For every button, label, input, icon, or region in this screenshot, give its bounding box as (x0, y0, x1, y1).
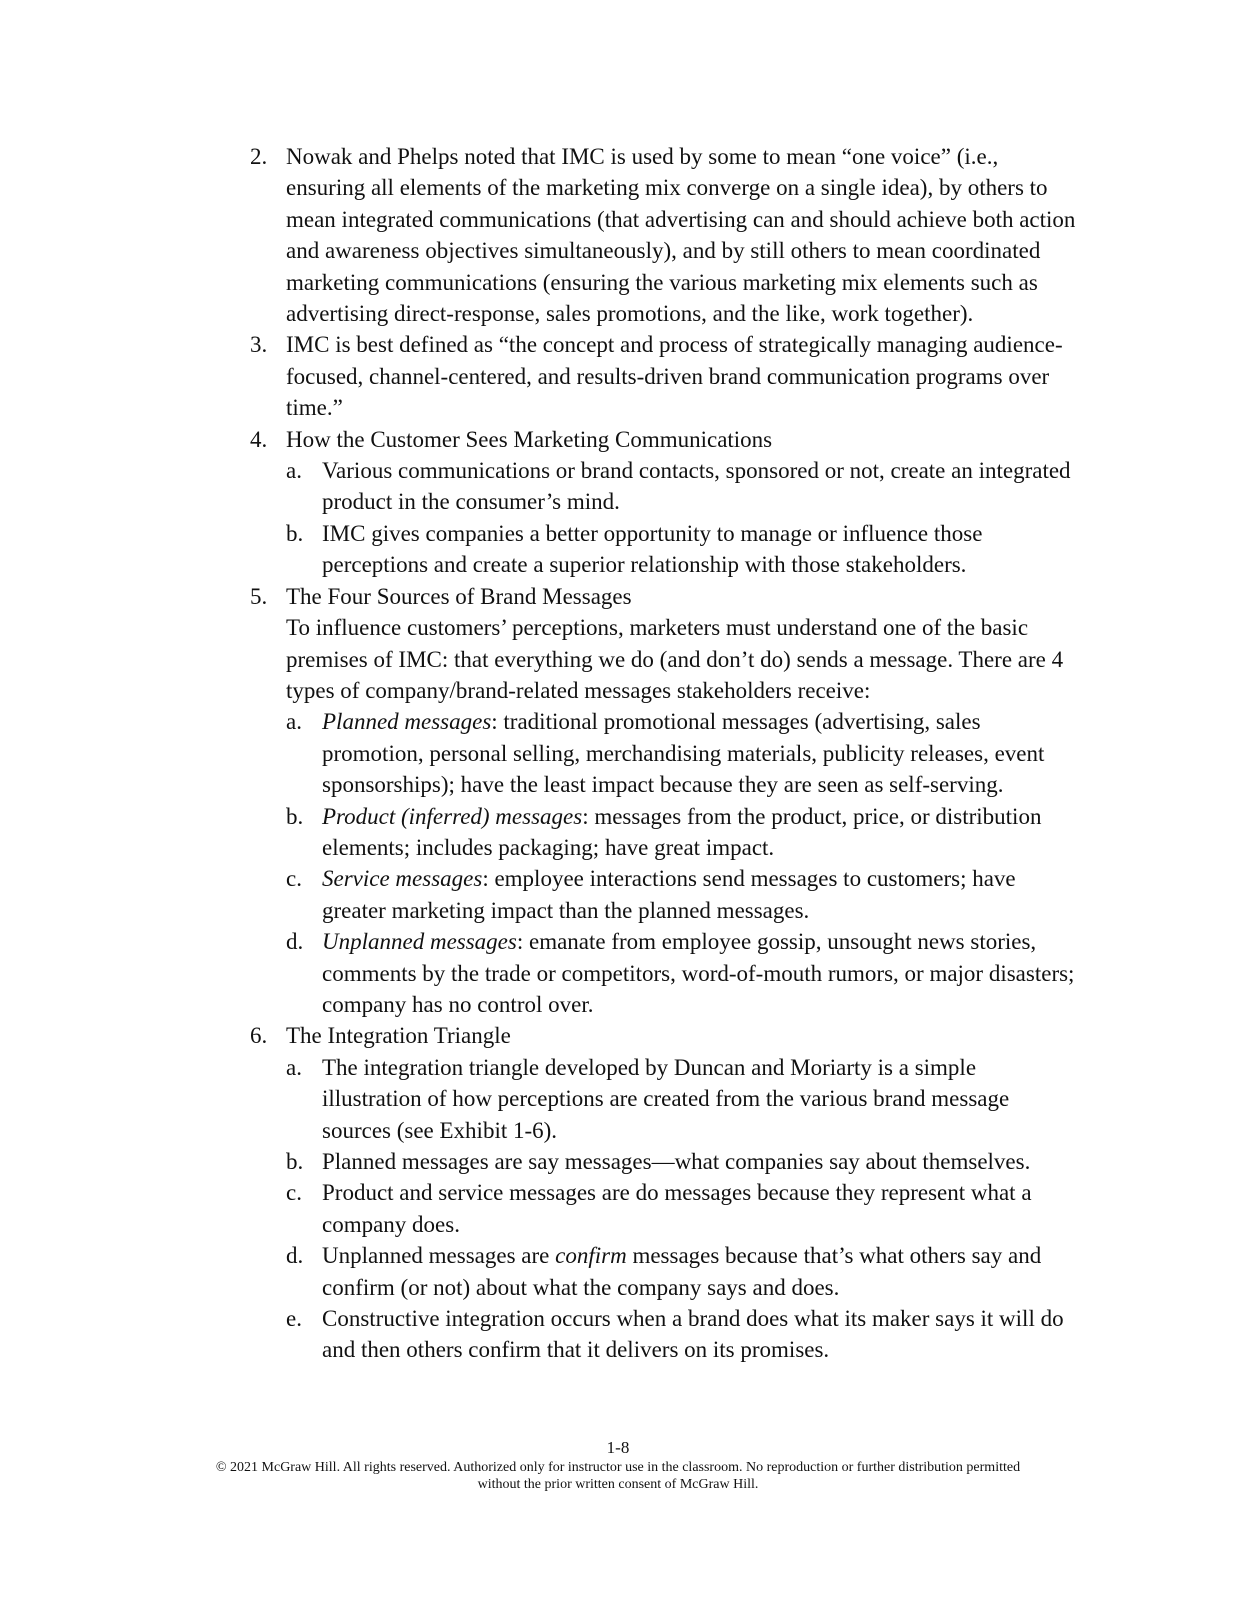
message-term: Service messages (322, 866, 483, 892)
list-item (250, 424, 1080, 581)
item-number: 2. (250, 144, 268, 169)
copyright-line: © 2021 McGraw Hill. All rights reserved. Authorized only for instructor use in the classroom. No reproduction or further distribution permitted (215, 1460, 1021, 1475)
page-footer (0, 1437, 1236, 1493)
sub-item-letter: d. (286, 929, 304, 955)
sub-item (286, 455, 1080, 518)
message-description: : emanate from employee gossip, unsought news stories, comments by the trade or competitors, word-of-mouth rumors, or major disasters; company has no control over. (322, 929, 1075, 1017)
sub-item (286, 1240, 1080, 1303)
message-term: Product (inferred) messages (322, 803, 583, 829)
sub-item (286, 801, 1080, 864)
copyright-line: without the prior written consent of McGraw Hill. (477, 1477, 759, 1492)
page-number: 1-8 (606, 1438, 630, 1457)
sub-item-text (322, 706, 1080, 800)
item-number: 6. (250, 1023, 268, 1049)
list-item (250, 581, 1080, 1021)
sub-item (286, 706, 1080, 800)
sub-item-text: Product and service messages are do messages because they represent what a company does. (322, 1180, 1032, 1237)
sub-item-text: Various communications or brand contacts, sponsored or not, create an integrated product in the consumer’s mind. (322, 458, 1071, 515)
sub-item-text: The integration triangle developed by Duncan and Moriarty is a simple illustration of how perceptions are created from the various brand message sources (see Exhibit 1-6). (322, 1054, 1010, 1143)
sub-item-text-prefix: Unplanned messages are (322, 1243, 556, 1269)
list-item (250, 141, 1080, 329)
sub-item-text (322, 1240, 1080, 1303)
sub-item (286, 518, 1080, 581)
sub-item-text: IMC gives companies a better opportunity to manage or influence those perceptions and create a superior relationship with those stakeholders. (322, 520, 983, 578)
sub-item (286, 863, 1080, 926)
item-text: Nowak and Phelps noted that IMC is used by some to mean “one voice” (i.e., ensuring all elements of the marketing mix converge on a single idea), by others to mean integrated communications (that advertising can and should achieve both action and awareness objectives simultaneously), and by still others to mean coordinated marketing communications (ensuring the various marketing mix elements such as advertising direct-response, sales promotions, and the like, work together). (286, 144, 1076, 327)
sub-item-text: Constructive integration occurs when a brand does what its maker says it will do and then others confirm that it delivers on its promises. (322, 1306, 1064, 1363)
list-item (250, 1020, 1080, 1365)
outline-list (250, 141, 1080, 1366)
sub-item-text (322, 863, 1080, 926)
item-paragraph: To influence customers’ perceptions, marketers must understand one of the basic premises of IMC: that everything we do (and don’t do) sends a message. There are 4 types of company/brand-related messages stakeholders receive: (286, 615, 1064, 703)
sub-item (286, 1146, 1080, 1177)
item-number: 3. (250, 332, 268, 358)
sub-item-letter: b. (286, 1149, 304, 1174)
item-text: IMC is best defined as “the concept and process of strategically managing audience- focused, channel-centered, and results-driven brand communication programs over time.” (286, 332, 1063, 421)
message-description: : traditional promotional messages (advertising, sales promotion, personal selling, merchandising materials, publicity releases, event sponsorships); have the least impact because they are seen as self-serving. (322, 709, 1045, 798)
sub-item (286, 1303, 1080, 1366)
sub-item-letter: c. (286, 866, 302, 892)
message-term: Planned messages (322, 709, 492, 735)
sub-item-letter: d. (286, 1243, 304, 1269)
sub-item-letter: b. (286, 520, 304, 546)
message-term: Unplanned messages (322, 929, 517, 955)
item-heading: How the Customer Sees Marketing Communications (286, 426, 773, 452)
sub-item (286, 926, 1080, 1020)
sub-item (286, 1177, 1080, 1240)
sub-item-letter: c. (286, 1180, 302, 1206)
message-term: confirm (555, 1243, 627, 1269)
message-description: : employee interactions send messages to customers; have greater marketing impact than the planned messages. (322, 866, 1016, 923)
sub-item-letter: a. (286, 1054, 302, 1080)
list-item (250, 329, 1080, 423)
sub-item-text (322, 801, 1080, 864)
item-number: 5. (250, 583, 268, 609)
sub-item (286, 1052, 1080, 1146)
sub-item-letter: a. (286, 709, 302, 735)
item-number: 4. (250, 426, 268, 452)
sub-item-letter: a. (286, 458, 302, 484)
item-heading: The Integration Triangle (286, 1023, 511, 1049)
sub-item-text (322, 926, 1080, 1020)
sub-item-letter: e. (286, 1306, 302, 1332)
sub-item-text: Planned messages are say messages—what companies say about themselves. (322, 1149, 1031, 1174)
sub-item-letter: b. (286, 803, 304, 829)
sub-item-text-suffix: messages because that’s what others say and confirm (or not) about what the company says and does. (322, 1243, 1042, 1300)
item-heading: The Four Sources of Brand Messages (286, 583, 632, 609)
message-description: : messages from the product, price, or distribution elements; includes packaging; have great impact. (322, 803, 1042, 860)
